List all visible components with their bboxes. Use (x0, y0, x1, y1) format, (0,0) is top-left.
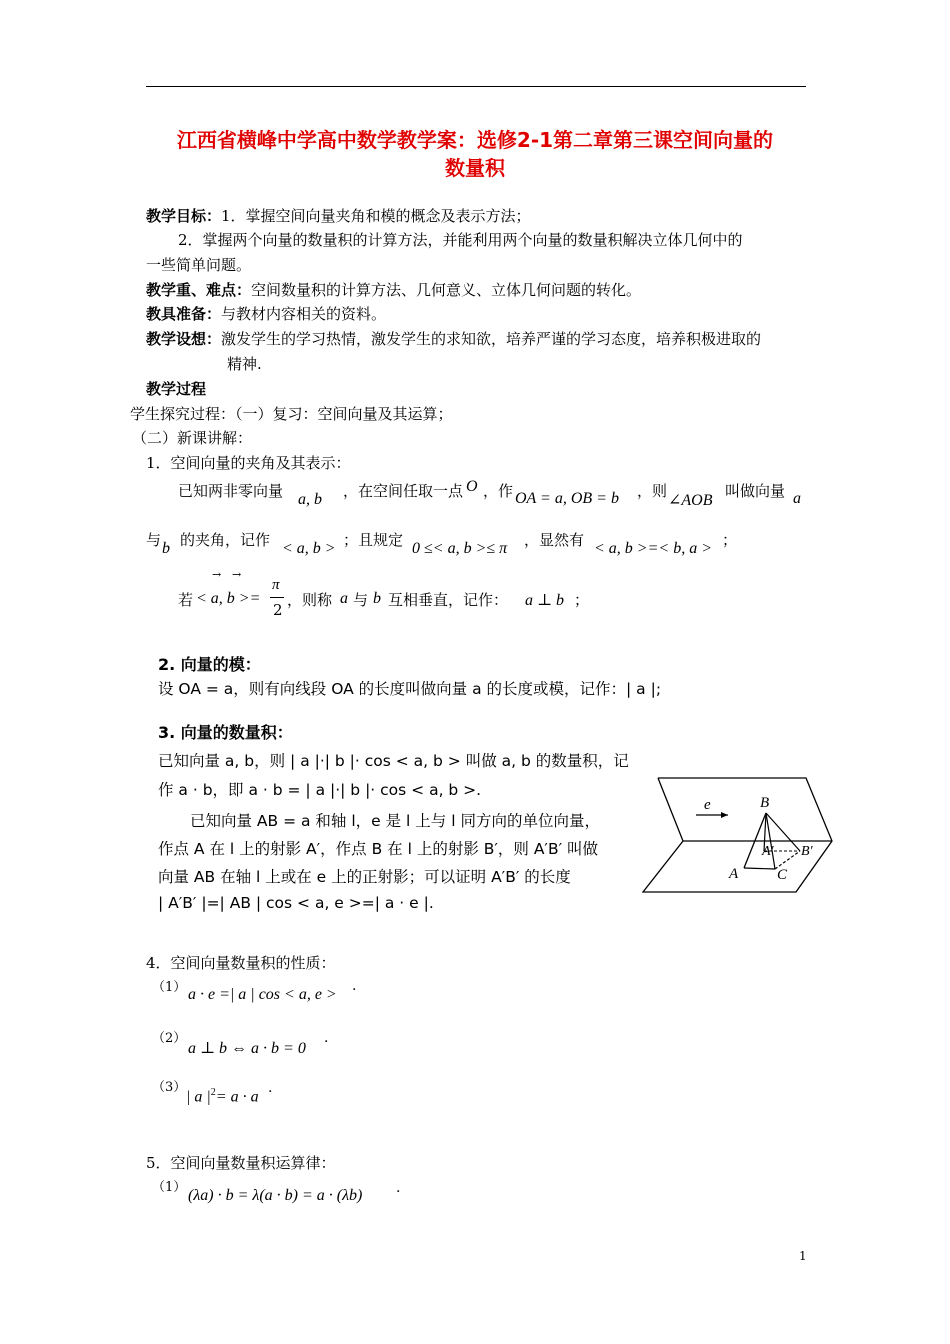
s3-line1: 已知向量 a, b，则 | a |·| b |· cos < a, b > 叫做 a, b 的数量积，记 (158, 752, 629, 770)
s1-p3-c: 与 (353, 591, 369, 609)
label-B-prime: B′ (801, 844, 813, 859)
process-heading: 教学过程 (146, 380, 207, 398)
vector-arrow-a-icon: → (212, 568, 222, 581)
s3-heading: 3. 向量的数量积： (158, 723, 293, 742)
label-B: B (760, 795, 770, 811)
s5-p1: (λa) · b = λ(a · b) = a · (λb) (188, 1187, 363, 1204)
tools (146, 303, 386, 324)
s5-heading: 5．空间向量数量积运算律： (146, 1154, 336, 1172)
s1-p1-c: ，作 (483, 482, 514, 500)
s1-p1-b: ，在空间任取一点 (343, 482, 464, 500)
key-points-text: 空间数量积的计算方法、几何意义、立体几何问题的转化。 (251, 281, 642, 299)
s1-p3-d: 互相垂直，记作： (388, 591, 509, 609)
s4-p3-b: = a · a (215, 1088, 259, 1106)
design-text-a: 激发学生的学习热情，激发学生的求知欲，培养严谨的学习态度，培养积极进取的 (221, 330, 762, 348)
objectives-item1: 1．掌握空间向量夹角和模的概念及表示方法； (221, 207, 531, 225)
s1-p1-a: 已知两非零向量 (178, 482, 284, 500)
tools-text: 与教材内容相关的资料。 (221, 305, 387, 323)
s4-p3-a: | a | (186, 1088, 211, 1106)
fraction-bar (270, 597, 284, 598)
label-e: e (704, 797, 711, 813)
s1-p3-num: π (272, 577, 280, 593)
s1-p3-perp: a ⊥ b (525, 592, 565, 609)
label-A: A (729, 866, 739, 882)
projection-figure (640, 775, 840, 897)
s3-line5: 向量 AB 在轴 l 上或在 e 上的正射影；可以证明 A′B′ 的长度 (158, 868, 571, 886)
segment-AC (744, 868, 775, 869)
s1-p2-sym: < a, b >=< b, a > (594, 540, 712, 557)
document-title-line2: 数量积 (445, 156, 505, 180)
s4-p3-sup: 2 (210, 1087, 216, 1098)
s2-text: 设 OA = a，则有向线段 OA 的长度叫做向量 a 的长度或模，记作：| a |; (158, 680, 662, 698)
s1-p3-a: 若 (178, 591, 194, 609)
s4-p1: a · e =| a | cos < a, e > (188, 986, 337, 1003)
objectives-line1 (146, 205, 531, 226)
s1-p2-e: ； (722, 531, 738, 549)
s1-p1-eq: OA = a, OB = b (515, 490, 619, 507)
s5-p1-dot: . (396, 1180, 401, 1196)
new-lesson-line: （二）新课讲解： (132, 429, 253, 447)
page-number: 1 (799, 1249, 807, 1263)
header-rule (146, 86, 806, 87)
s1-p2-a: 与 (146, 531, 162, 549)
s4-p3-dot: . (268, 1080, 273, 1096)
s1-p2-d: ，显然有 (524, 531, 585, 549)
s1-p2-b-var: b (162, 540, 170, 557)
s1-p3-den: 2 (273, 601, 283, 619)
s3-line6: | A′B′ |=| AB | cos < a, e >=| a · e |. (158, 894, 434, 912)
s5-p1-num: （1） (152, 1180, 187, 1195)
s1-p3-a-var: a (340, 590, 348, 607)
s4-p1-num: （1） (152, 980, 187, 995)
s1-p2-c: ；且规定 (343, 531, 404, 549)
s4-heading: 4．空间向量数量积的性质： (146, 954, 336, 972)
tools-label: 教具准备： (146, 305, 222, 323)
s1-p3-b: ，则称 (287, 591, 333, 609)
key-points (146, 279, 641, 300)
review-line: 学生探究过程：（一）复习：空间向量及其运算； (130, 405, 453, 423)
s1-p2-range: 0 ≤< a, b >≤ π (412, 540, 508, 557)
s1-p1-O: O (466, 478, 478, 495)
label-A-prime: A′ (762, 844, 774, 859)
design (146, 328, 761, 349)
s1-p1-a-var: a (793, 490, 801, 507)
design-text-b: 精神. (227, 355, 262, 373)
objectives-item2-a: 2．掌握两个向量的数量积的计算方法，并能利用两个向量的数量积解决立体几何中的 (178, 231, 743, 249)
s1-p1-d: ，则 (637, 482, 668, 500)
e-arrowhead-icon (721, 812, 728, 818)
s3-line3: 已知向量 AB = a 和轴 l，e 是 l 上与 l 同方向的单位向量， (190, 812, 600, 830)
s4-p1-dot: . (352, 978, 357, 994)
s4-p2-dot: . (324, 1030, 329, 1046)
label-C: C (777, 867, 788, 883)
s4-p3 (186, 1087, 259, 1106)
s1-p3-e: ； (574, 591, 590, 609)
s3-line2: 作 a · b，即 a · b = | a |·| b |· cos < a, b >. (158, 781, 482, 799)
s2-heading: 2. 向量的模： (158, 655, 261, 674)
s1-p1-e: 叫做向量 (725, 482, 786, 500)
s1-p1-vec: a, b (298, 491, 322, 508)
s4-p2-num: （2） (152, 1031, 187, 1046)
s4-p3-num: （3） (152, 1080, 187, 1095)
objectives-label: 教学目标： (146, 207, 222, 225)
vector-arrow-b-icon: → (232, 568, 242, 581)
s1-p3-lhs: < a, b >= (196, 590, 261, 607)
s4-p2: a ⊥ b ⇔ a · b = 0 (188, 1040, 306, 1057)
s1-p2-notation: < a, b > (282, 540, 336, 557)
objectives-item2-b: 一些简单问题。 (146, 256, 252, 274)
key-points-label: 教学重、难点： (146, 281, 252, 299)
document-title-line1: 江西省横峰中学高中数学教学案：选修2-1第二章第三课空间向量的 (176, 128, 774, 152)
s1-p2-b: 的夹角，记作 (180, 531, 271, 549)
s1-p3-b-var: b (373, 590, 381, 607)
s1-heading: 1．空间向量的夹角及其表示： (146, 454, 351, 472)
s1-p1-angle: ∠AOB (668, 492, 713, 509)
s3-line4: 作点 A 在 l 上的射影 A′，作点 B 在 l 上的射影 B′，则 A′B′ 叫做 (158, 840, 599, 858)
design-label: 教学设想： (146, 330, 222, 348)
